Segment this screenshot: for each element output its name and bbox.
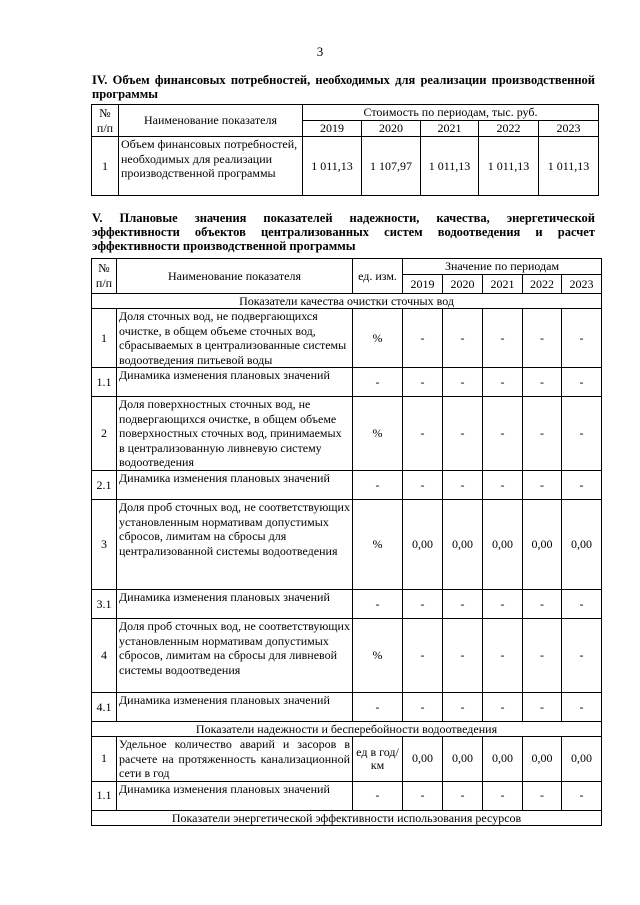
row-value: - — [562, 590, 602, 619]
table-row — [92, 781, 602, 810]
page-number: 3 — [316, 44, 324, 59]
row-value: - — [523, 590, 562, 619]
section-4-title: IV. Объем финансовых потребностей, необходимых для реализации производственной программы — [92, 73, 595, 101]
row-value: - — [483, 368, 523, 397]
row-unit: - — [353, 471, 403, 500]
row-num: 2.1 — [92, 471, 117, 500]
row-unit: - — [353, 693, 403, 722]
row-value: - — [443, 781, 483, 810]
row-value: - — [483, 619, 523, 693]
row-name: Доля проб сточных вод, не соответствующих установленным нормативам допустимых сбросов, лимитам на сбросы для ливневой системы водоотведения — [117, 619, 353, 693]
row-value: - — [403, 693, 443, 722]
financial-needs-table — [91, 104, 599, 196]
header-cost-by-periods: Стоимость по периодам, тыс. руб. — [303, 105, 599, 121]
row-name: Объем финансовых потребностей, необходимых для реализации производственной программы — [119, 137, 303, 196]
row-value: - — [403, 619, 443, 693]
row-unit: - — [353, 781, 403, 810]
row-value: 0,00 — [562, 500, 602, 590]
row-value: - — [523, 397, 562, 471]
table-row — [92, 737, 602, 782]
row-num: 1 — [92, 309, 117, 368]
section-5-title: V. Плановые значения показателей надежности, качества, энергетической эффективности объектов централизованных систем водоотведения и расчет эффективности производственной программы — [92, 211, 595, 253]
row-name: Динамика изменения плановых значений — [117, 781, 353, 810]
row-num: 1.1 — [92, 781, 117, 810]
header-year: 2020 — [362, 121, 421, 137]
row-name: Доля проб сточных вод, не соответствующих установленным нормативам допустимых сбросов, лимитам на сбросы для централизованной системы водоотведения — [117, 500, 353, 590]
row-value: - — [562, 781, 602, 810]
group-title: Показатели энергетической эффективности использования ресурсов — [92, 810, 602, 825]
header-values-by-periods: Значение по периодам — [403, 259, 602, 275]
row-num: 1 — [92, 737, 117, 782]
table-row — [92, 590, 602, 619]
row-value: - — [562, 693, 602, 722]
table-row — [92, 619, 602, 693]
row-value: - — [562, 368, 602, 397]
row-value: - — [523, 309, 562, 368]
group-header — [92, 294, 602, 309]
header-year: 2023 — [562, 275, 602, 294]
header-num: № п/п — [92, 105, 119, 137]
row-num: 4 — [92, 619, 117, 693]
header-year: 2021 — [421, 121, 479, 137]
row-value: - — [523, 368, 562, 397]
indicators-table — [91, 258, 602, 826]
row-value: - — [443, 368, 483, 397]
row-num: 1 — [92, 137, 119, 196]
header-year: 2020 — [443, 275, 483, 294]
row-value: - — [483, 590, 523, 619]
table-row — [92, 397, 602, 471]
row-unit: % — [353, 619, 403, 693]
group-title: Показатели надежности и бесперебойности водоотведения — [92, 722, 602, 737]
header-year: 2022 — [479, 121, 539, 137]
row-value: - — [403, 309, 443, 368]
row-value: - — [443, 693, 483, 722]
row-value: 0,00 — [443, 500, 483, 590]
row-value: 0,00 — [403, 737, 443, 782]
row-value: 0,00 — [483, 737, 523, 782]
row-num: 3.1 — [92, 590, 117, 619]
row-value: - — [403, 471, 443, 500]
header-num: № п/п — [92, 259, 117, 294]
row-value: - — [483, 397, 523, 471]
header-year: 2021 — [483, 275, 523, 294]
row-value: - — [403, 781, 443, 810]
row-name: Доля сточных вод, не подвергающихся очистке, в общем объеме сточных вод, сбрасываемых в централизованные системы водоотведения питьевой воды — [117, 309, 353, 368]
row-unit: ед в год/ км — [353, 737, 403, 782]
row-unit: - — [353, 590, 403, 619]
row-value: - — [483, 693, 523, 722]
group-header — [92, 810, 602, 825]
row-name: Удельное количество аварий и засоров в расчете на протяженность канализационной сети в год — [117, 737, 353, 782]
header-year: 2022 — [523, 275, 562, 294]
row-value: - — [483, 781, 523, 810]
row-value: - — [403, 397, 443, 471]
row-num: 2 — [92, 397, 117, 471]
row-value: - — [443, 590, 483, 619]
row-num: 1.1 — [92, 368, 117, 397]
table-row — [92, 368, 602, 397]
group-header — [92, 722, 602, 737]
table-row — [92, 500, 602, 590]
row-name: Динамика изменения плановых значений — [117, 368, 353, 397]
row-value: 1 011,13 — [303, 137, 362, 196]
header-year: 2019 — [403, 275, 443, 294]
row-value: 1 011,13 — [421, 137, 479, 196]
row-value: 1 011,13 — [479, 137, 539, 196]
row-value: - — [483, 471, 523, 500]
row-unit: % — [353, 500, 403, 590]
row-value: - — [562, 619, 602, 693]
table-row — [92, 471, 602, 500]
row-value: - — [443, 397, 483, 471]
row-value: - — [562, 309, 602, 368]
row-value: - — [443, 471, 483, 500]
row-unit: % — [353, 309, 403, 368]
row-value: - — [443, 619, 483, 693]
row-unit: % — [353, 397, 403, 471]
table-row — [92, 309, 602, 368]
header-indicator-name: Наименование показателя — [117, 259, 353, 294]
row-value: 0,00 — [403, 500, 443, 590]
row-value: - — [483, 309, 523, 368]
row-value: - — [523, 471, 562, 500]
row-value: - — [562, 471, 602, 500]
header-unit: ед. изм. — [353, 259, 403, 294]
row-value: 0,00 — [562, 737, 602, 782]
row-name: Доля поверхностных сточных вод, не подвергающихся очистке, в общем объеме поверхностных сточных вод, принимаемых в централизованную ливневую систему водоотведения — [117, 397, 353, 471]
table-row — [92, 693, 602, 722]
row-num: 4.1 — [92, 693, 117, 722]
row-value: - — [562, 397, 602, 471]
row-value: - — [443, 309, 483, 368]
row-value: - — [523, 619, 562, 693]
row-value: 0,00 — [523, 737, 562, 782]
group-title: Показатели качества очистки сточных вод — [92, 294, 602, 309]
header-year: 2019 — [303, 121, 362, 137]
row-name: Динамика изменения плановых значений — [117, 590, 353, 619]
row-value: - — [403, 368, 443, 397]
row-value: - — [403, 590, 443, 619]
row-num: 3 — [92, 500, 117, 590]
row-value: 0,00 — [523, 500, 562, 590]
table-row — [92, 137, 599, 196]
row-value: 1 107,97 — [362, 137, 421, 196]
row-name: Динамика изменения плановых значений — [117, 693, 353, 722]
header-indicator-name: Наименование показателя — [119, 105, 303, 137]
row-value: - — [523, 693, 562, 722]
row-value: 0,00 — [443, 737, 483, 782]
row-name: Динамика изменения плановых значений — [117, 471, 353, 500]
header-year: 2023 — [539, 121, 599, 137]
row-unit: - — [353, 368, 403, 397]
row-value: - — [523, 781, 562, 810]
row-value: 1 011,13 — [539, 137, 599, 196]
row-value: 0,00 — [483, 500, 523, 590]
